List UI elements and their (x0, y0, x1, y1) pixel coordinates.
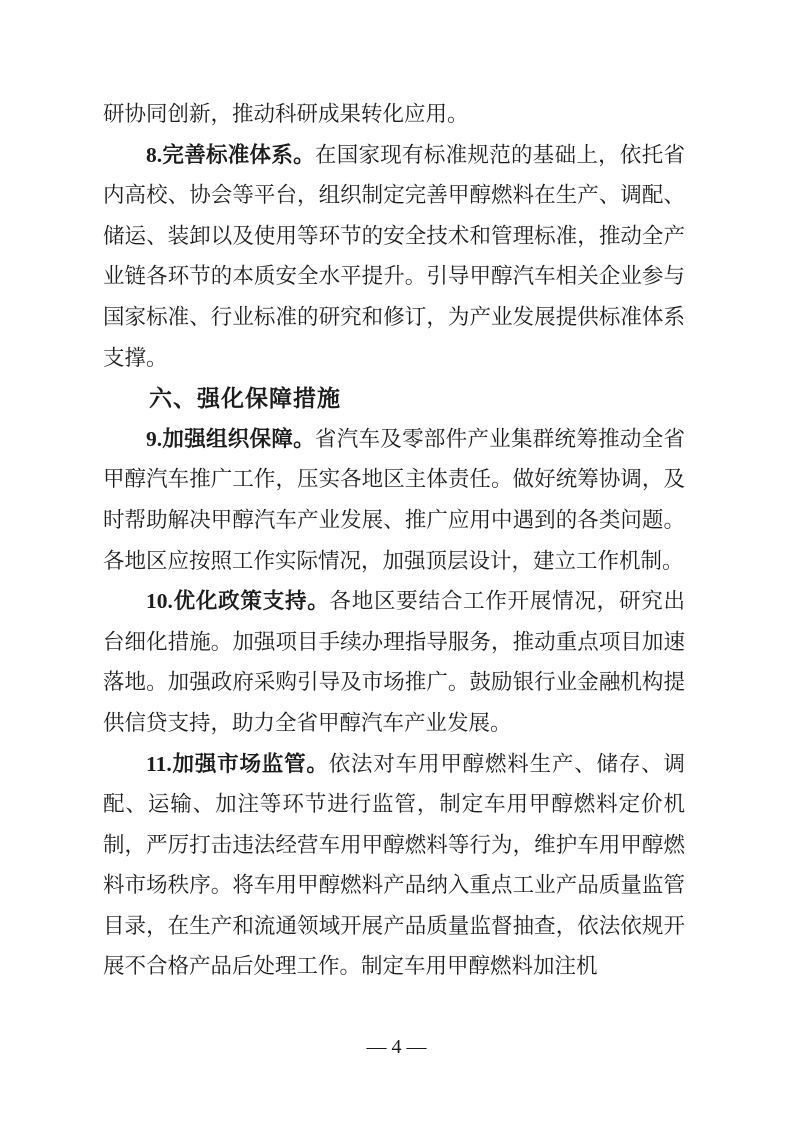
paragraph-item-8 (103, 135, 685, 379)
paragraph-item-10 (103, 581, 685, 743)
paragraph-text: 在国家现有标准规范的基础上，依托省内高校、协会等平台，组织制定完善甲醇燃料在生产、调配、储运、装卸以及使用等环节的安全技术和管理标准，推动全产业链各环节的本质安全水平提升。引导甲醇汽车相关企业参与国家标准、行业标准的研究和修订，为产业发展提供标准体系支撑。 (103, 142, 685, 370)
paragraph-lead: 11.加强市场监管。 (146, 751, 329, 776)
paragraph-item-9 (103, 419, 685, 581)
paragraph-lead: 9.加强组织保障。 (146, 426, 315, 451)
paragraph-text: 研协同创新，推动科研成果转化应用。 (103, 102, 469, 126)
section-heading-text: 六、强化保障措施 (149, 385, 341, 412)
paragraph-item-11 (103, 744, 685, 988)
paragraph-text: 依法对车用甲醇燃料生产、储存、调配、运输、加注等环节进行监管，制定车用甲醇燃料定价机制，严厉打击违法经营车用甲醇燃料等行为，维护车用甲醇燃料市场秩序。将车用甲醇燃料产品纳入重点工业产品质量监管目录，在生产和流通领域开展产品质量监督抽查，依法依规开展不合格产品后处理工作。制定车用甲醇燃料加注机 (103, 751, 685, 979)
section-heading (103, 378, 685, 419)
page-number: — 4 — (366, 1036, 427, 1058)
paragraph-text: 省汽车及零部件产业集群统筹推动全省甲醇汽车推广工作，压实各地区主体责任。做好统筹协调，及时帮助解决甲醇汽车产业发展、推广应用中遇到的各类问题。各地区应按照工作实际情况，加强顶层设计，建立工作机制。 (103, 426, 685, 573)
paragraph-lead: 10.优化政策支持。 (146, 589, 330, 614)
paragraph-lead: 8.完善标准体系。 (146, 142, 315, 167)
document-body (103, 94, 685, 987)
paragraph-continuation (103, 94, 685, 135)
paragraph-text: 各地区要结合工作开展情况，研究出台细化措施。加强项目手续办理指导服务，推动重点项目加速落地。加强政府采购引导及市场推广。鼓励银行业金融机构提供信贷支持，助力全省甲醇汽车产业发展。 (103, 589, 685, 735)
